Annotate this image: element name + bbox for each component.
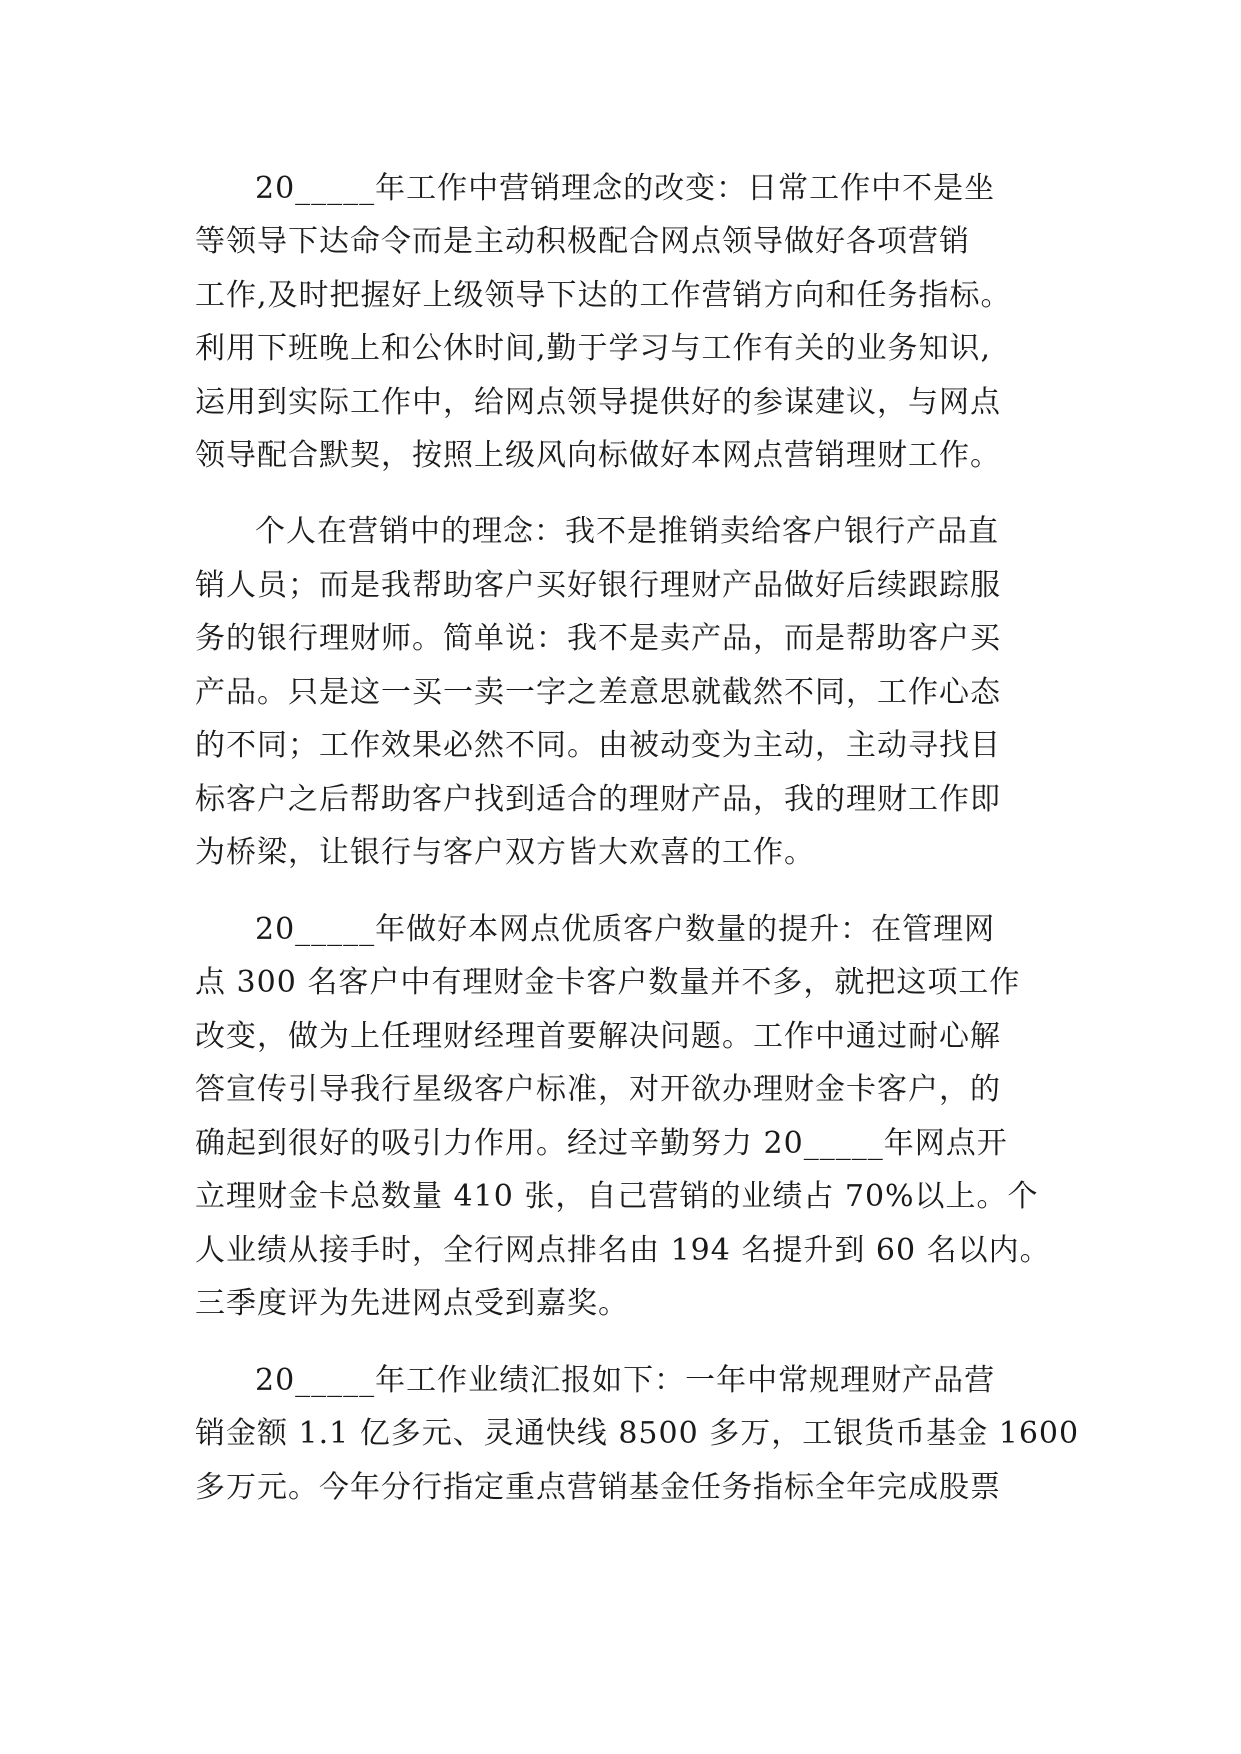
text-line: 人业绩从接手时，全行网点排名由 194 名提升到 60 名以内。 [195, 1233, 1051, 1268]
text-line: 销金额 1.1 亿多元、灵通快线 8500 多万，工银货币基金 1600 [195, 1416, 1080, 1451]
text-line: 点 300 名客户中有理财金卡客户数量并不多，就把这项工作 [195, 965, 1021, 1000]
text-line: 20_____年做好本网点优质客户数量的提升：在管理网 [255, 912, 996, 947]
text-line: 领导配合默契，按照上级风向标做好本网点营销理财工作。 [195, 438, 1001, 473]
text-line: 多万元。今年分行指定重点营销基金任务指标全年完成股票 [195, 1470, 1001, 1505]
text-line: 运用到实际工作中，给网点领导提供好的参谋建议，与网点 [195, 385, 1001, 420]
text-line: 务的银行理财师。简单说：我不是卖产品，而是帮助客户买 [195, 621, 1001, 656]
text-line: 个人在营销中的理念：我不是推销卖给客户银行产品直 [255, 514, 999, 549]
text-line: 工作,及时把握好上级领导下达的工作营销方向和任务指标。 [195, 278, 1012, 313]
text-line: 答宣传引导我行星级客户标准，对开欲办理财金卡客户，的 [195, 1072, 1001, 1107]
text-line: 改变，做为上任理财经理首要解决问题。工作中通过耐心解 [195, 1019, 1001, 1054]
text-line: 的不同；工作效果必然不同。由被动变为主动，主动寻找目 [195, 728, 1001, 763]
text-line: 为桥梁，让银行与客户双方皆大欢喜的工作。 [195, 835, 815, 870]
text-line: 20_____年工作中营销理念的改变：日常工作中不是坐 [255, 171, 996, 206]
text-line: 销人员；而是我帮助客户买好银行理财产品做好后续跟踪服 [195, 568, 1001, 603]
text-line: 标客户之后帮助客户找到适合的理财产品，我的理财工作即 [195, 782, 1001, 817]
text-line: 三季度评为先进网点受到嘉奖。 [195, 1286, 629, 1321]
text-line: 立理财金卡总数量 410 张，自己营销的业绩占 70%以上。个 [195, 1179, 1039, 1214]
text-line: 确起到很好的吸引力作用。经过辛勤努力 20_____年网点开 [195, 1126, 1008, 1161]
text-line: 产品。只是这一买一卖一字之差意思就截然不同，工作心态 [195, 675, 1001, 710]
text-line: 等领导下达命令而是主动积极配合网点领导做好各项营销 [195, 224, 970, 259]
text-line: 利用下班晚上和公休时间,勤于学习与工作有关的业务知识, [195, 331, 992, 366]
text-line: 20_____年工作业绩汇报如下：一年中常规理财产品营 [255, 1363, 996, 1398]
